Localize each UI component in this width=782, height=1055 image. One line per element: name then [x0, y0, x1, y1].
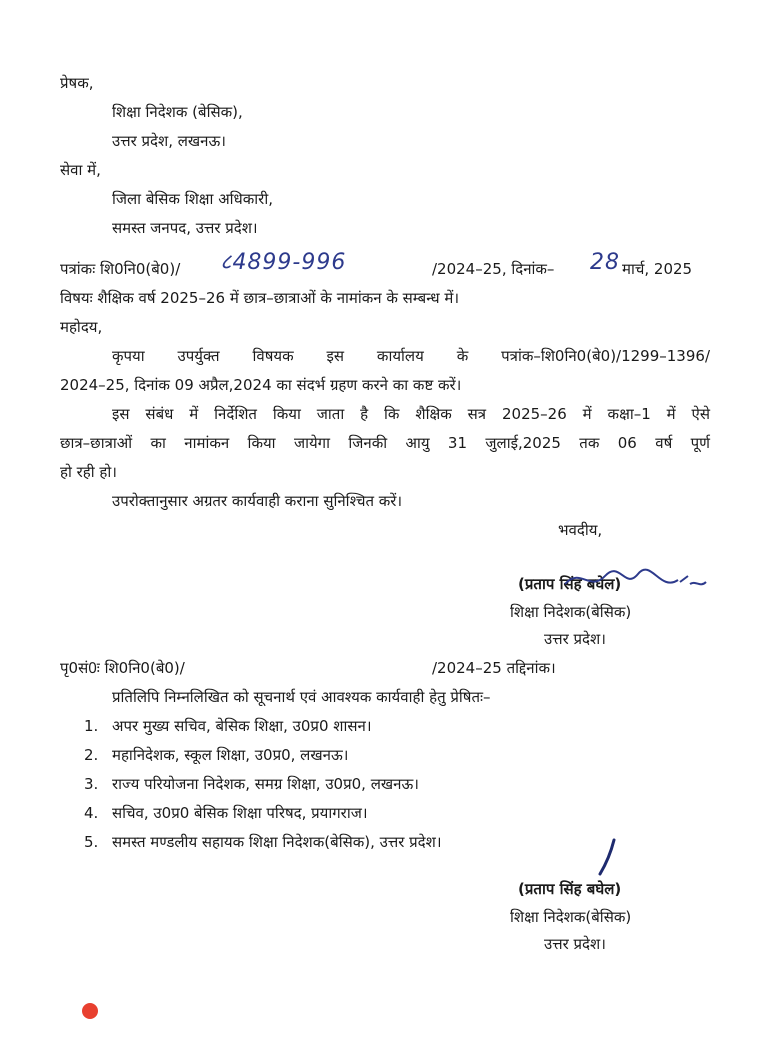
signature1-scribble-icon: [560, 562, 710, 602]
subject-line: विषयः शैक्षिक वर्ष 2025–26 में छात्र–छात्राओं के नामांकन के सम्बन्ध में।: [60, 289, 460, 307]
handwritten-letter-number: ८4899-996: [220, 250, 347, 275]
copy-list-item: अपर मुख्य सचिव, बेसिक शिक्षा, उ0प्र0 शासन।: [112, 717, 372, 735]
para1-line2: 2024–25, दिनांक 09 अप्रैल,2024 का संदर्भ ग्रहण करने का कष्ट करें।: [60, 376, 462, 394]
red-dot-icon: [82, 1003, 98, 1019]
copy-list-item: समस्त मण्डलीय सहायक शिक्षा निदेशक(बेसिक), उत्तर प्रदेश।: [112, 833, 442, 851]
signature2-stroke-icon: [594, 838, 624, 878]
copy-list-num: 1.: [84, 717, 99, 735]
copy-list-num: 2.: [84, 746, 99, 764]
recipient-line1: जिला बेसिक शिक्षा अधिकारी,: [112, 190, 273, 208]
signature2-state: उत्तर प्रदेश।: [544, 935, 606, 953]
para1-line1: कृपया उपर्युक्त विषयक इस कार्यालय के पत्रांक–शि0नि0(बे0)/1299–1396/: [112, 347, 710, 365]
sender-line2: उत्तर प्रदेश, लखनऊ।: [112, 132, 226, 150]
copy-list-num: 5.: [84, 833, 99, 851]
reference-date-rest: मार्च, 2025: [622, 260, 693, 278]
signature1-name: (प्रताप सिंह बघेल): [518, 575, 622, 593]
reference-session: /2024–25, दिनांक–: [432, 260, 555, 278]
salutation: महोदय,: [60, 318, 103, 336]
signature1-designation: शिक्षा निदेशक(बेसिक): [510, 603, 632, 621]
copy-list-num: 4.: [84, 804, 99, 822]
copy-list-item: महानिदेशक, स्कूल शिक्षा, उ0प्र0, लखनऊ।: [112, 746, 349, 764]
sender-label: प्रेषक,: [60, 74, 94, 92]
copy-list-num: 3.: [84, 775, 99, 793]
copy-reference-prefix: पृ0सं0ः शि0नि0(बे0)/: [60, 659, 185, 677]
closing: भवदीय,: [558, 521, 603, 539]
recipient-line2: समस्त जनपद, उत्तर प्रदेश।: [112, 219, 258, 237]
para2-line1: इस संबंध में निर्देशित किया जाता है कि शैक्षिक सत्र 2025–26 में कक्षा–1 में ऐसे: [112, 405, 710, 423]
copy-intro: प्रतिलिपि निम्नलिखित को सूचनार्थ एवं आवश्यक कार्यवाही हेतु प्रेषितः–: [112, 688, 491, 706]
handwritten-date-day: 28: [590, 250, 620, 275]
recipient-label: सेवा में,: [60, 161, 101, 179]
copy-list-item: राज्य परियोजना निदेशक, समग्र शिक्षा, उ0प्र0, लखनऊ।: [112, 775, 419, 793]
copy-reference-session: /2024–25 तद्दिनांक।: [432, 659, 556, 677]
signature2-name: (प्रताप सिंह बघेल): [518, 880, 622, 898]
para3: उपरोक्तानुसार अग्रतर कार्यवाही कराना सुनिश्चित करें।: [112, 492, 403, 510]
copy-list-item: सचिव, उ0प्र0 बेसिक शिक्षा परिषद, प्रयागराज।: [112, 804, 368, 822]
signature1-state: उत्तर प्रदेश।: [544, 630, 606, 648]
para2-line2: छात्र–छात्राओं का नामांकन किया जायेगा जिनकी आयु 31 जुलाई,2025 तक 06 वर्ष पूर्ण: [60, 434, 710, 452]
para2-line3: हो रही हो।: [60, 463, 117, 481]
sender-line1: शिक्षा निदेशक (बेसिक),: [112, 103, 243, 121]
signature2-designation: शिक्षा निदेशक(बेसिक): [510, 908, 632, 926]
reference-prefix: पत्रांकः शि0नि0(बे0)/: [60, 260, 181, 278]
